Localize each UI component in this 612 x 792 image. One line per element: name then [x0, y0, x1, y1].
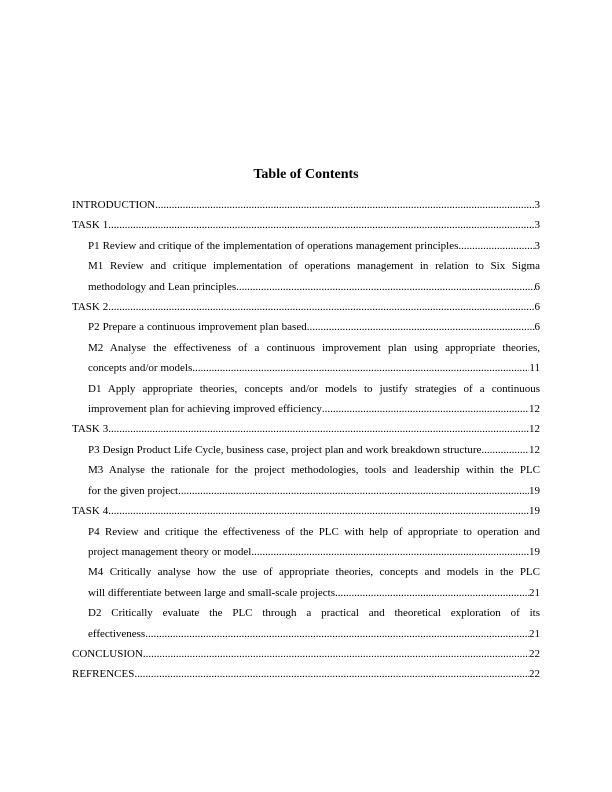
toc-entry-label-line1: D2 Critically evaluate the PLC through a practical and theoretical exploration of its [88, 607, 540, 620]
toc-dot-leader [458, 236, 534, 256]
toc-dot-leader [155, 195, 534, 215]
toc-dot-leader [143, 644, 529, 664]
toc-page-number: 6 [534, 301, 540, 314]
toc-entry-task-3[interactable] [72, 419, 540, 439]
toc-page-number: 3 [534, 239, 540, 252]
toc-entry-d2[interactable] [88, 603, 540, 644]
toc-dot-leader [108, 419, 529, 439]
toc-dot-leader [251, 542, 529, 562]
toc-entry-label-line1: P4 Review and critique the effectiveness of the PLC with help of appropriate to operation and [88, 525, 540, 538]
toc-entry-d1[interactable] [88, 379, 540, 420]
toc-page-number: 12 [529, 443, 540, 456]
toc-dot-leader [481, 440, 529, 460]
toc-entry-label: TASK 3 [72, 423, 109, 436]
toc-page-number: 6 [534, 321, 540, 334]
toc-dot-leader [145, 624, 529, 644]
toc-dot-leader [108, 297, 534, 317]
toc-dot-leader [178, 481, 529, 501]
toc-entry-label: TASK 4 [72, 505, 109, 518]
toc-entry-label: P3 Design Product Life Cycle, business case, project plan and work breakdown structure [88, 443, 482, 456]
toc-page-number: 22 [529, 647, 540, 660]
toc-dot-leader [322, 399, 529, 419]
toc-entry-task-1[interactable] [72, 215, 540, 235]
toc-entry-conclusion[interactable] [72, 644, 540, 664]
toc-title: Table of Contents [253, 167, 359, 182]
toc-entry-refrences[interactable] [72, 664, 540, 684]
toc-dot-leader [335, 583, 529, 603]
toc-entry-label: concepts and/or models [88, 362, 193, 375]
toc-page-number: 21 [529, 627, 540, 640]
toc-entry-label: P2 Prepare a continuous improvement plan based [88, 321, 307, 334]
toc-page-number: 12 [529, 423, 540, 436]
toc-entry-label-line1: D1 Apply appropriate theories, concepts and/or models to justify strategies of a continuous [88, 382, 540, 395]
toc-entry-m3[interactable] [88, 460, 540, 501]
toc-entry-label: methodology and Lean principles [88, 280, 237, 293]
toc-dot-leader [108, 215, 534, 235]
toc-page-number: 19 [529, 545, 540, 558]
toc-dot-leader [236, 277, 534, 297]
toc-entry-label: project management theory or model [88, 545, 252, 558]
toc-entry-label: REFRENCES [72, 668, 135, 681]
toc-page-number: 12 [529, 403, 540, 416]
toc-entry-p4[interactable] [88, 522, 540, 563]
toc-entry-introduction[interactable] [72, 195, 540, 215]
toc-dot-leader [108, 501, 529, 521]
toc-dot-leader [134, 664, 529, 684]
toc-entry-label: improvement plan for achieving improved efficiency [88, 403, 322, 416]
toc-dot-leader [192, 358, 529, 378]
toc-entry-m1[interactable] [88, 256, 540, 297]
toc-entry-label: effectiveness [88, 627, 146, 640]
toc-entry-label: TASK 1 [72, 219, 109, 232]
toc-page-number: 11 [529, 362, 540, 375]
toc-page-number: 19 [529, 484, 540, 497]
toc-entry-p2[interactable] [88, 317, 540, 337]
toc-entry-label-line1: M4 Critically analyse how the use of appropriate theories, concepts and models in the PLC [88, 566, 540, 579]
toc-page-number: 21 [529, 586, 540, 599]
toc-entry-label: for the given project [88, 484, 179, 497]
toc-entry-task-2[interactable] [72, 297, 540, 317]
toc-entry-label: INTRODUCTION [72, 199, 156, 211]
toc-entry-label: will differentiate between large and small-scale projects [88, 586, 335, 599]
toc-entry-p1[interactable] [88, 236, 540, 256]
toc-dot-leader [307, 317, 535, 337]
toc-entry-m2[interactable] [88, 338, 540, 379]
toc-entry-label: P1 Review and critique of the implementation of operations management principles [88, 239, 459, 252]
toc-entry-label: CONCLUSION [72, 647, 143, 660]
toc-entry-p3[interactable] [88, 440, 540, 460]
toc-page-number: 22 [529, 668, 540, 681]
toc-page-number: 3 [534, 219, 540, 232]
toc-entry-m4[interactable] [88, 562, 540, 603]
toc-entry-label-line1: M3 Analyse the rationale for the project methodologies, tools and leadership within the PLC [88, 464, 540, 477]
toc-page-number: 6 [534, 280, 540, 293]
toc-entry-label: TASK 2 [72, 301, 109, 314]
toc-entry-label-line1: M2 Analyse the effectiveness of a continuous improvement plan using appropriate theories, [88, 341, 540, 354]
toc-page-number: 3 [534, 199, 540, 211]
toc-entry-task-4[interactable] [72, 501, 540, 521]
toc-entry-label-line1: M1 Review and critique implementation of operations management in relation to Six Sigma [88, 260, 540, 273]
toc-page-number: 19 [529, 505, 540, 518]
table-of-contents [72, 195, 540, 685]
